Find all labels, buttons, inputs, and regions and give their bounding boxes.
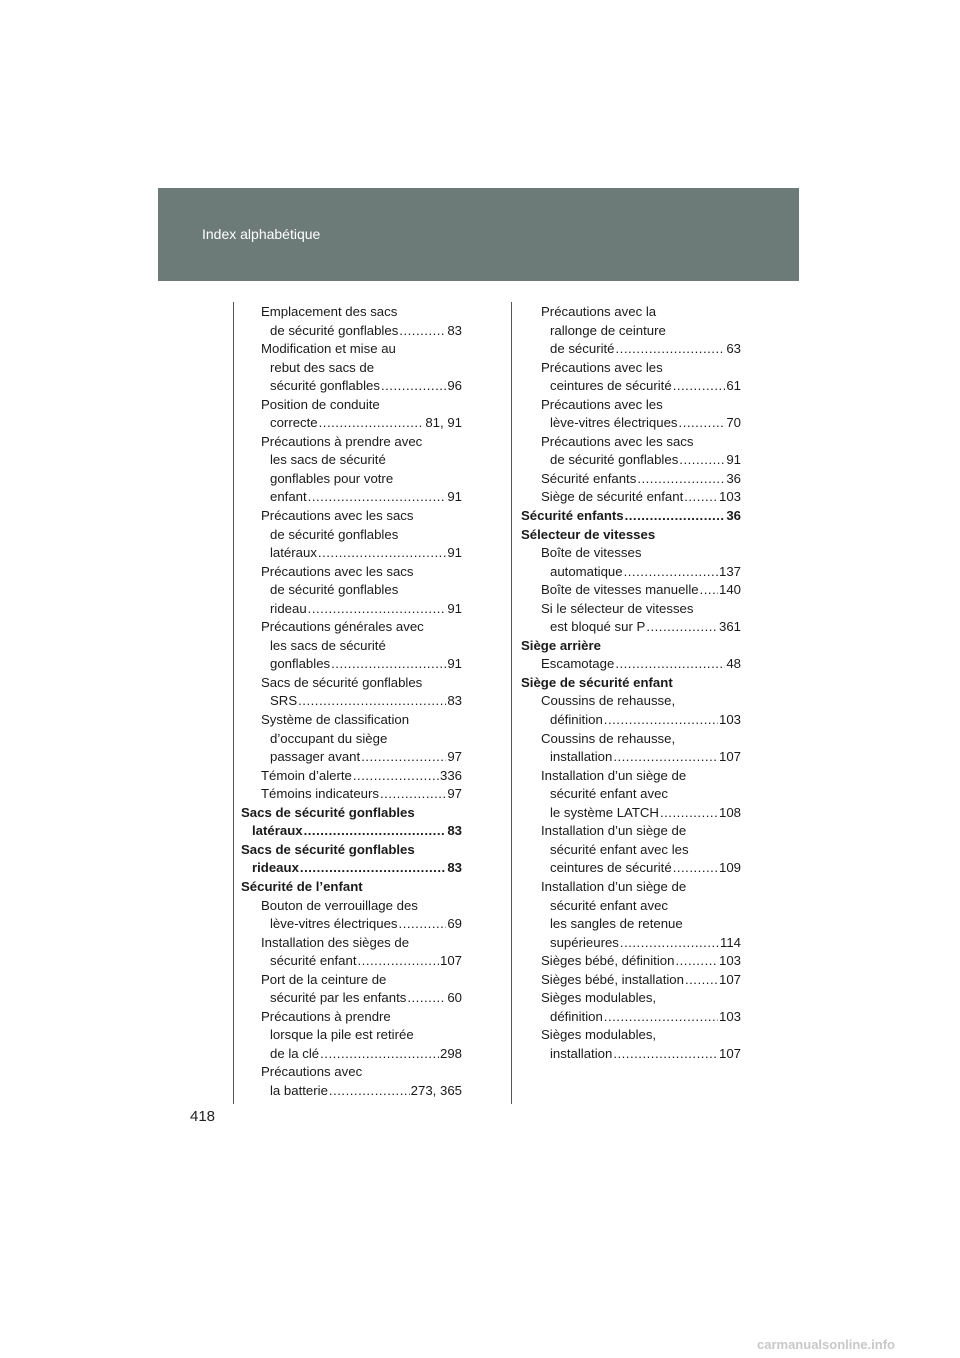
index-entry [521, 897, 741, 916]
index-entry-text: SRS [270, 693, 298, 709]
index-entry-text: rallonge de ceinture [550, 322, 666, 338]
dot-leader [308, 600, 447, 619]
index-entry-text: de la clé [270, 1045, 320, 1061]
index-entry [521, 322, 741, 341]
index-entry [521, 915, 741, 934]
dot-leader [624, 563, 718, 582]
index-entry [521, 396, 741, 415]
dot-leader [679, 414, 726, 433]
index-entry-text: ceintures de sécurité [550, 378, 672, 394]
index-entry [241, 692, 462, 711]
index-entry-page[interactable]: 36 [726, 508, 741, 524]
index-entry-text: sécurité enfant avec les [550, 841, 689, 857]
index-entry [521, 878, 741, 897]
index-entry-page[interactable]: 336 [439, 767, 462, 783]
index-entry [241, 711, 462, 730]
index-entry-text: installation [550, 749, 613, 765]
index-entry-text: Boîte de vitesses manuelle [541, 582, 699, 598]
index-entry-text: rideau [270, 600, 307, 616]
index-entry [521, 989, 741, 1008]
index-entry [521, 1026, 741, 1045]
section-title: Index alphabétique [202, 226, 321, 242]
index-entry [521, 1045, 741, 1064]
dot-leader [318, 544, 446, 563]
index-entry [521, 526, 741, 545]
index-entry [241, 581, 462, 600]
index-entry-text: Coussins de rehausse, [541, 730, 676, 746]
index-entry-page[interactable]: 60 [447, 990, 462, 1006]
index-entry-page[interactable]: 114 [719, 934, 741, 950]
dot-leader [399, 322, 446, 341]
index-entry-text: gonflables pour votre [270, 470, 394, 486]
index-entry-page[interactable]: 103 [718, 1008, 741, 1024]
index-entry [521, 822, 741, 841]
dot-leader [353, 767, 439, 786]
dot-leader [604, 1008, 718, 1027]
index-entry [521, 414, 741, 433]
index-entry-text: ceintures de sécurité [550, 860, 672, 876]
index-entry [521, 711, 741, 730]
dot-leader [604, 711, 718, 730]
dot-leader [399, 915, 447, 934]
dot-leader [679, 451, 725, 470]
index-entry [521, 804, 741, 823]
index-entry-text: passager avant [270, 749, 361, 765]
dot-leader [613, 1045, 718, 1064]
index-entry [521, 618, 741, 637]
index-entry-text: Précautions avec la [541, 304, 657, 319]
index-entry-page[interactable]: 273, 365 [410, 1082, 462, 1098]
dot-leader [616, 340, 726, 359]
index-entry-text: Précautions avec les [541, 359, 663, 375]
index-entry-text: Modification et mise au [261, 341, 396, 357]
index-entry-text: sécurité enfant [270, 953, 357, 969]
index-entry-text: Précautions avec les sacs [261, 563, 414, 579]
index-entry-text: Précautions à prendre avec [261, 433, 423, 449]
dot-leader [361, 748, 446, 767]
dot-leader [700, 581, 718, 600]
index-entry-page[interactable]: 361 [718, 619, 741, 635]
dot-leader [319, 414, 425, 433]
index-entry [241, 377, 462, 396]
index-entry [521, 470, 741, 489]
index-entry-text: Précautions avec [261, 1064, 363, 1080]
index-entry-text: gonflables [270, 656, 331, 672]
index-entry-page[interactable]: 91 [447, 600, 462, 616]
index-entry [521, 859, 741, 878]
index-entry-text: Sièges bébé, installation [541, 971, 684, 987]
index-entry [241, 470, 462, 489]
index-entry [241, 303, 462, 322]
index-entry-text: est bloqué sur P [550, 619, 646, 635]
index-entry-text: Siège de sécurité enfant [521, 674, 673, 690]
dot-leader [673, 859, 718, 878]
index-entry-page[interactable]: 140 [718, 582, 741, 598]
dot-leader [620, 934, 719, 953]
index-entry-page[interactable]: 83 [447, 860, 462, 876]
index-entry [241, 414, 462, 433]
index-entry-page[interactable]: 48 [726, 656, 741, 672]
index-entry [521, 433, 741, 452]
index-entry-text: supérieures [550, 934, 619, 950]
index-entry-text: le système LATCH [550, 804, 659, 820]
index-entry-text: Sièges bébé, définition [541, 953, 675, 969]
index-entry [241, 600, 462, 619]
index-entry-page[interactable]: 97 [447, 749, 462, 765]
dot-leader [329, 1082, 410, 1101]
index-entry-page[interactable]: 107 [718, 971, 741, 987]
index-entry-page[interactable]: 107 [718, 1045, 741, 1061]
index-entry [521, 730, 741, 749]
index-entry-page[interactable]: 83 [447, 693, 462, 709]
dot-leader [637, 470, 725, 489]
index-entry-text: Coussins de rehausse, [541, 693, 676, 709]
index-entry [241, 915, 462, 934]
index-entry-text: installation [550, 1045, 613, 1061]
index-entry-text: de sécurité [550, 341, 615, 357]
index-entry-text: Installation d’un siège de [541, 823, 687, 839]
index-entry-page[interactable]: 137 [718, 563, 741, 579]
index-entry [521, 600, 741, 619]
index-entry-text: Sélecteur de vitesses [521, 526, 656, 542]
index-entry [241, 804, 462, 823]
index-entry [521, 581, 741, 600]
index-entry-text: lève-vitres électriques [550, 415, 678, 431]
index-entry-text: Sièges modulables, [541, 1027, 657, 1043]
index-entry-text: Sacs de sécurité gonflables [261, 674, 423, 690]
index-entry [521, 952, 741, 971]
index-entry [521, 544, 741, 563]
index-entry [241, 1063, 462, 1082]
index-entry [521, 692, 741, 711]
index-entry [241, 618, 462, 637]
dot-leader [684, 488, 718, 507]
index-entry [241, 859, 462, 878]
index-entry-text: lorsque la pile est retirée [270, 1027, 414, 1043]
index-entry-text: Sacs de sécurité gonflables [241, 804, 415, 820]
index-entry-text: latéraux [270, 545, 317, 561]
index-entry-page[interactable]: 83 [447, 823, 462, 839]
index-entry-text: Bouton de verrouillage des [261, 897, 418, 913]
index-entry [241, 1026, 462, 1045]
dot-leader [358, 952, 439, 971]
left-column-rule [233, 302, 234, 1104]
index-entry [521, 785, 741, 804]
index-entry [521, 1008, 741, 1027]
index-entry [241, 655, 462, 674]
dot-leader [298, 692, 446, 711]
index-entry-page[interactable]: 91 [447, 545, 462, 561]
index-entry [241, 396, 462, 415]
dot-leader [625, 507, 726, 526]
index-entry [241, 934, 462, 953]
dot-leader [407, 989, 446, 1008]
index-entry [241, 526, 462, 545]
index-entry-text: rideaux [252, 860, 299, 876]
index-entry [521, 507, 741, 526]
index-entry-text: Témoin d’alerte [261, 767, 352, 783]
index-entry [241, 785, 462, 804]
index-entry-page[interactable]: 107 [718, 749, 741, 765]
index-entry-text: Précautions générales avec [261, 619, 424, 635]
index-entry-text: Précautions avec les sacs [541, 433, 694, 449]
index-entry-text: sécurité enfant avec [550, 786, 669, 802]
index-entry [241, 674, 462, 693]
index-entry [521, 674, 741, 693]
section-header [158, 188, 799, 281]
index-entry-text: lève-vitres électriques [270, 916, 398, 932]
index-entry [241, 841, 462, 860]
index-entry-text: Témoins indicateurs [261, 786, 380, 802]
index-entry [241, 822, 462, 841]
index-entry [241, 507, 462, 526]
index-entry-text: Si le sélecteur de vitesses [541, 600, 694, 616]
index-entry-text: de sécurité gonflables [270, 526, 399, 542]
index-entry-page[interactable]: 63 [726, 341, 741, 357]
index-entry-text: Port de la ceinture de [261, 971, 387, 987]
dot-leader [646, 618, 718, 637]
index-entry [241, 359, 462, 378]
index-entry-text: sécurité gonflables [270, 378, 380, 394]
index-entry-page[interactable]: 107 [439, 953, 462, 969]
index-entry-page[interactable]: 103 [718, 712, 741, 728]
index-entry-text: les sacs de sécurité [270, 637, 386, 653]
dot-leader [673, 377, 726, 396]
index-entry-text: Sécurité de l’enfant [241, 878, 363, 894]
index-entry-page[interactable]: 103 [718, 489, 741, 505]
index-entry [241, 488, 462, 507]
index-entry-text: Installation d’un siège de [541, 878, 687, 894]
index-entry [241, 1082, 462, 1101]
index-entry-text: sécurité par les enfants [270, 990, 407, 1006]
index-entry [521, 359, 741, 378]
index-entry-page[interactable]: 91 [726, 452, 741, 468]
index-entry-text: d’occupant du siège [270, 730, 388, 746]
index-entry [241, 544, 462, 563]
index-entry [521, 340, 741, 359]
index-entry [241, 1045, 462, 1064]
index-entry-page[interactable]: 109 [718, 860, 741, 876]
index-entry-text: rebut des sacs de [270, 359, 375, 375]
index-entry-text: Installation d’un siège de [541, 767, 687, 783]
index-entry [241, 1008, 462, 1027]
dot-leader [304, 822, 447, 841]
index-entry-text: sécurité enfant avec [550, 897, 669, 913]
index-entry [241, 637, 462, 656]
index-entry [521, 934, 741, 953]
index-entry-page[interactable]: 91 [447, 489, 462, 505]
index-entry [521, 767, 741, 786]
index-entry [521, 748, 741, 767]
index-entry [241, 730, 462, 749]
index-column-left [241, 303, 462, 1101]
index-entry [521, 451, 741, 470]
index-entry-page[interactable]: 70 [726, 415, 741, 431]
index-entry-text: de sécurité gonflables [270, 582, 399, 598]
index-entry-text: Siège de sécurité enfant [541, 489, 684, 505]
index-entry-page[interactable]: 103 [718, 953, 741, 969]
index-entry-text: Siège arrière [521, 637, 601, 653]
index-entry-page[interactable]: 108 [718, 804, 741, 820]
index-entry [521, 563, 741, 582]
index-entry-text: définition [550, 712, 603, 728]
dot-leader [320, 1045, 439, 1064]
index-entry-page[interactable]: 69 [447, 916, 462, 932]
index-entry [241, 433, 462, 452]
dot-leader [308, 488, 447, 507]
dot-leader [300, 859, 446, 878]
index-entry [241, 563, 462, 582]
index-entry [241, 340, 462, 359]
index-entry-text: Sacs de sécurité gonflables [241, 841, 415, 857]
index-entry [241, 897, 462, 916]
watermark: carmanualsonline.info [757, 1337, 895, 1352]
index-entry-text: Sécurité enfants [521, 508, 624, 524]
index-entry-text: Sécurité enfants [541, 470, 637, 486]
index-entry-page[interactable]: 91 [447, 656, 462, 672]
index-entry [241, 971, 462, 990]
index-entry-text: Précautions à prendre [261, 1008, 391, 1024]
index-entry [241, 952, 462, 971]
index-entry [521, 377, 741, 396]
index-entry-text: Sièges modulables, [541, 990, 657, 1006]
index-entry-text: correcte [270, 415, 318, 431]
index-entry [241, 748, 462, 767]
index-entry-text: de sécurité gonflables [550, 452, 679, 468]
index-entry-text: latéraux [252, 823, 303, 839]
index-entry [521, 488, 741, 507]
index-entry-page[interactable]: 298 [439, 1045, 462, 1061]
index-entry-text: Installation des sièges de [261, 934, 410, 950]
dot-leader [660, 804, 718, 823]
index-entry-text: Position de conduite [261, 396, 380, 412]
dot-leader [675, 952, 718, 971]
index-entry [521, 303, 741, 322]
index-entry-text: les sangles de retenue [550, 916, 683, 932]
index-entry [241, 322, 462, 341]
index-entry [241, 989, 462, 1008]
index-entry [521, 637, 741, 656]
index-entry-text: Boîte de vitesses [541, 545, 642, 561]
index-entry-text: définition [550, 1008, 603, 1024]
dot-leader [331, 655, 446, 674]
index-entry-text: de sécurité gonflables [270, 322, 399, 338]
index-entry-text: automatique [550, 563, 623, 579]
index-entry-page[interactable]: 83 [447, 322, 462, 338]
index-entry [521, 971, 741, 990]
index-entry [521, 841, 741, 860]
middle-column-rule [511, 302, 512, 1104]
dot-leader [615, 655, 725, 674]
index-entry [241, 878, 462, 897]
index-column-right [521, 303, 741, 1063]
index-entry-text: Système de classification [261, 712, 410, 728]
index-entry [521, 655, 741, 674]
index-entry-text: Escamotage [541, 656, 615, 672]
index-entry [241, 451, 462, 470]
dot-leader [380, 785, 446, 804]
index-entry-text: Précautions avec les sacs [261, 508, 414, 524]
index-entry-page[interactable]: 81, 91 [425, 415, 462, 431]
index-entry-page[interactable]: 36 [726, 470, 741, 486]
index-entry [241, 767, 462, 786]
dot-leader [613, 748, 718, 767]
index-entry-page[interactable]: 97 [447, 786, 462, 802]
dot-leader [685, 971, 718, 990]
index-entry-page[interactable]: 96 [447, 378, 462, 394]
index-entry-text: la batterie [270, 1082, 328, 1098]
index-entry-text: Précautions avec les [541, 396, 663, 412]
index-entry-text: enfant [270, 489, 307, 505]
dot-leader [381, 377, 446, 396]
index-entry-text: Emplacement des sacs [261, 304, 398, 319]
page-number: 418 [190, 1108, 216, 1125]
index-entry-page[interactable]: 61 [726, 378, 741, 394]
index-entry-text: les sacs de sécurité [270, 452, 386, 468]
